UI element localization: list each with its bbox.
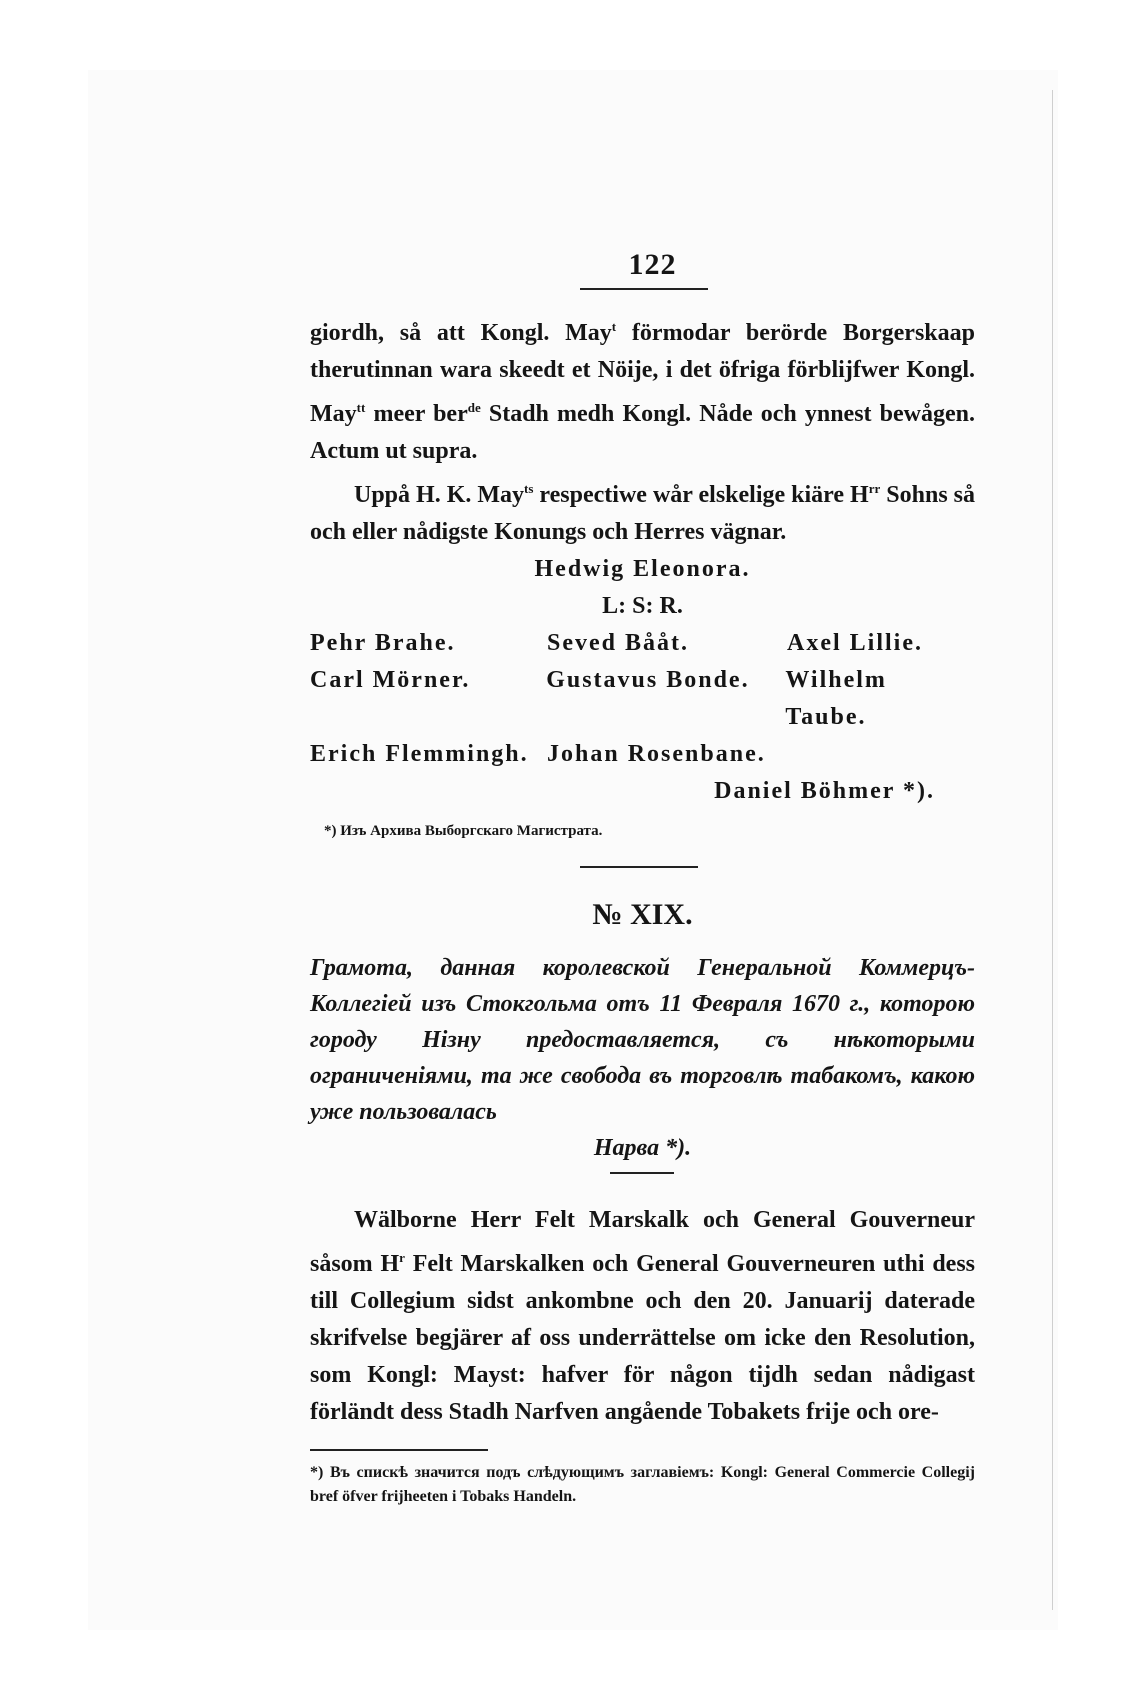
signatory: Seved Bååt.	[547, 630, 689, 656]
letter-closing-paragraph	[310, 308, 975, 470]
document-number: № XIX.	[592, 898, 693, 931]
signatory: Erich Flemmingh.	[310, 741, 529, 767]
letter-line: bewågen. Actum ut supra.	[310, 401, 976, 464]
letter-line: Kongl. May	[310, 357, 975, 427]
signatory: Johan Rosenbane.	[547, 741, 766, 767]
signature-secretary: Daniel Böhmer *).	[714, 778, 935, 804]
scan-edge-line	[1052, 90, 1053, 1610]
header-rule	[580, 288, 708, 290]
signature-queen: Hedwig Eleonora.	[534, 556, 751, 582]
letter-line: förmodar berörde Borgerskaap	[616, 320, 975, 346]
superscript: t	[611, 319, 617, 334]
signatory: Axel Lillie.	[787, 630, 923, 656]
signatory: Wilhelm Taube.	[785, 667, 887, 730]
section-divider	[580, 866, 698, 868]
body-text: Felt Marskalken och General Gouverneuren uthi dess till Collegium sidst ankombne och den 20. Januarij daterade skrifvelse begjärer af oss underrättelse om icke den Resolution, som Kongl: Mayst: hafver för någon tijdh sedan nådigast förländt dess Stadh Narfven angående Tobakets frije och ore-	[310, 1251, 976, 1425]
superscript: rr	[868, 481, 881, 496]
title-divider	[610, 1172, 674, 1174]
page-number: 122	[628, 248, 677, 281]
signatory: Pehr Brahe.	[310, 630, 456, 656]
document-title: Грамота, данная королевской Генеральной Коммерцъ-Коллегіей изъ Стокгольма отъ 11 Февраля 1670 г., которою городу Нізну предоставляется, съ нѣкоторыми ограниченіями, та же свобода въ торговлѣ табакомъ, какою уже пользовалась	[310, 955, 975, 1125]
footnote-rule	[310, 1449, 488, 1451]
signature-row	[310, 625, 975, 662]
page-content	[310, 248, 975, 1509]
footnote: *) Въ спискѣ значится подъ слѣдующимъ заглавіемъ: Kongl: General Commercie Collegij bref öfver frijheeten i Tobaks Handeln.	[310, 1463, 975, 1505]
source-note: *) Изъ Архива Выборгскаго Магистрата.	[324, 823, 603, 839]
letter-line: giordh, så att Kongl. May	[310, 320, 612, 346]
regency-paragraph	[310, 470, 975, 551]
regency-line: respectiwe wår elskelige kiäre H	[533, 482, 869, 508]
regency-line: Sohns så och eller nådigste Konungs och Herres vägnar.	[310, 482, 976, 545]
superscript: de	[467, 400, 481, 415]
superscript: tt	[356, 400, 366, 415]
letter-line: therutinnan wara skeedt et Nöije, i det öfriga förblijfwer	[310, 357, 900, 383]
superscript: r	[399, 1250, 405, 1265]
signature-seal: L: S: R.	[602, 593, 683, 619]
signature-row	[310, 736, 975, 773]
signatory: Gustavus Bonde.	[546, 667, 750, 693]
document-title-end: Нарва *).	[593, 1135, 692, 1161]
regency-line: Uppå H. K. May	[354, 482, 525, 508]
signature-row	[310, 662, 975, 736]
signatory: Carl Mörner.	[310, 667, 471, 693]
document-body	[310, 1202, 975, 1431]
letter-line: meer ber	[365, 401, 468, 427]
superscript: ts	[524, 481, 534, 496]
body-text: Wälborne Herr Felt Marskalk och General Gouverneur såsom H	[310, 1207, 975, 1277]
letter-line: Stadh medh Kongl. Nåde och ynnest	[480, 401, 872, 427]
